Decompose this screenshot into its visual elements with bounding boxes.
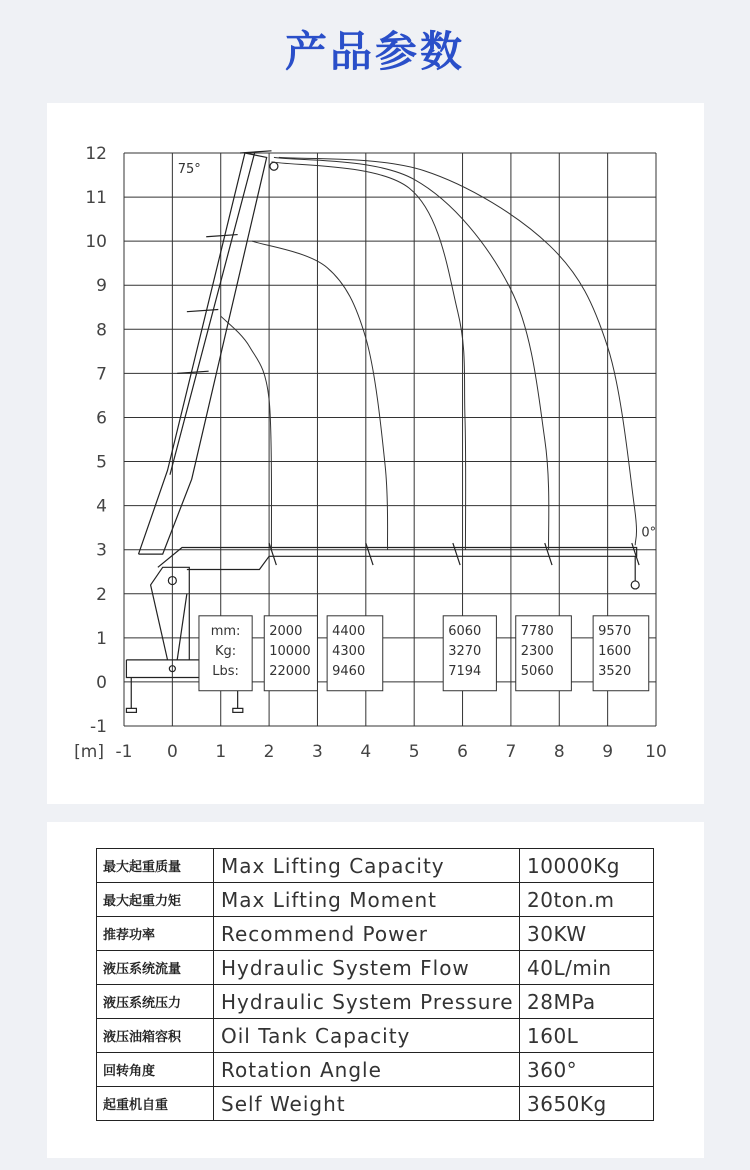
load-table-value: 2300 xyxy=(520,644,554,660)
y-tick-label: 12 xyxy=(85,144,107,164)
load-table-value: 3520 xyxy=(598,663,632,679)
y-tick-label: 9 xyxy=(96,276,107,297)
y-tick-label: 0 xyxy=(96,672,107,693)
load-chart xyxy=(47,103,704,804)
spec-en-label: Rotation Angle xyxy=(214,1053,520,1087)
x-tick-label: 5 xyxy=(408,742,420,762)
load-table-row-label: Lbs: xyxy=(212,663,239,679)
spec-row xyxy=(97,1019,654,1053)
load-curves xyxy=(221,157,637,549)
page-title: 产品参数 xyxy=(284,27,465,76)
spec-en-label: Recommend Power xyxy=(214,917,520,951)
spec-row xyxy=(97,1053,654,1087)
spec-en-label: Self Weight xyxy=(214,1087,520,1121)
load-curve xyxy=(252,241,387,550)
hook xyxy=(631,581,639,589)
spec-en-label: Hydraulic System Flow xyxy=(214,951,520,985)
spec-row xyxy=(97,849,654,883)
x-tick-label: 2 xyxy=(263,742,275,762)
spec-en-label: Hydraulic System Pressure xyxy=(214,985,520,1019)
load-table-row-label: Kg: xyxy=(214,644,237,660)
spec-card xyxy=(47,822,704,1158)
spec-value: 160L xyxy=(520,1019,654,1053)
x-tick-label: 3 xyxy=(312,742,323,762)
spec-en-label: Oil Tank Capacity xyxy=(214,1019,520,1053)
load-curve xyxy=(279,157,637,545)
spec-value: 20ton.m xyxy=(520,883,654,917)
load-table-value: 9460 xyxy=(332,663,366,679)
lift-cylinder xyxy=(177,594,187,660)
x-tick-label: 9 xyxy=(602,742,614,762)
load-table-value: 7194 xyxy=(448,663,482,679)
spec-en-label: Max Lifting Capacity xyxy=(214,849,520,883)
y-tick-label: 8 xyxy=(96,320,107,341)
angle-label-min: 0° xyxy=(641,525,657,541)
load-table-value: 7780 xyxy=(520,624,554,640)
x-tick-label: 7 xyxy=(505,742,517,762)
y-tick-label: 2 xyxy=(96,584,107,605)
x-tick-label: 4 xyxy=(360,742,372,762)
spec-cn-label: 液压油箱容积 xyxy=(97,1019,214,1053)
spec-cn-label: 最大起重质量 xyxy=(97,849,214,883)
x-tick-label: 10 xyxy=(645,742,667,762)
y-tick-label: 4 xyxy=(96,496,107,517)
outrigger-foot xyxy=(126,708,136,712)
y-tick-label: -1 xyxy=(90,717,107,737)
boom-horizontal xyxy=(158,547,637,569)
spec-table xyxy=(96,848,654,1121)
boom-section-joint xyxy=(366,543,373,565)
load-curve xyxy=(272,162,466,550)
x-tick-label: 1 xyxy=(215,742,227,762)
boom-section-joint xyxy=(269,543,276,565)
spec-value: 28MPa xyxy=(520,985,654,1019)
spec-value: 30KW xyxy=(520,917,654,951)
outrigger-foot xyxy=(233,708,243,712)
x-tick-label: 0 xyxy=(166,742,178,762)
x-axis-label: [m] xyxy=(74,742,104,762)
x-tick-label: 6 xyxy=(457,742,468,762)
spec-cn-label: 回转角度 xyxy=(97,1053,214,1087)
y-tick-label: 3 xyxy=(96,540,107,561)
spec-value: 40L/min xyxy=(520,951,654,985)
spec-row xyxy=(97,917,654,951)
x-tick-label: -1 xyxy=(115,742,133,762)
hook xyxy=(270,162,278,170)
y-tick-label: 7 xyxy=(96,364,107,385)
boom-raised-inner xyxy=(170,153,255,475)
spec-value: 10000Kg xyxy=(520,849,654,883)
y-tick-label: 6 xyxy=(96,408,107,429)
y-tick-label: 10 xyxy=(85,232,107,253)
load-table-row-label: mm: xyxy=(210,624,241,640)
spec-row xyxy=(97,951,654,985)
spec-en-label: Max Lifting Moment xyxy=(214,883,520,917)
load-table-value: 22000 xyxy=(269,663,311,679)
load-curve xyxy=(274,157,549,549)
y-tick-label: 11 xyxy=(85,188,107,209)
spec-cn-label: 最大起重力矩 xyxy=(97,883,214,917)
load-table-value: 6060 xyxy=(448,624,482,640)
spec-cn-label: 推荐功率 xyxy=(97,917,214,951)
y-tick-label: 1 xyxy=(96,628,107,649)
boom-section-joint xyxy=(453,543,460,565)
y-tick-label: 5 xyxy=(96,452,107,473)
spec-cn-label: 液压系统压力 xyxy=(97,985,214,1019)
angle-label-max: 75° xyxy=(177,161,201,177)
x-tick-label: 8 xyxy=(553,742,565,762)
boom-raised xyxy=(139,153,267,554)
load-table-value: 10000 xyxy=(269,644,311,660)
spec-row xyxy=(97,985,654,1019)
load-table-value: 2000 xyxy=(269,624,303,640)
load-table-value: 4400 xyxy=(332,624,366,640)
load-table-value: 1600 xyxy=(598,644,632,660)
spec-cn-label: 液压系统流量 xyxy=(97,951,214,985)
load-chart-card xyxy=(47,103,704,804)
load-table-value: 3270 xyxy=(448,644,482,660)
spec-row xyxy=(97,883,654,917)
load-table xyxy=(199,616,649,691)
spec-value: 3650Kg xyxy=(520,1087,654,1121)
spec-row xyxy=(97,1087,654,1121)
spec-value: 360° xyxy=(520,1053,654,1087)
load-curve xyxy=(221,316,272,550)
load-table-value: 4300 xyxy=(332,644,366,660)
spec-cn-label: 起重机自重 xyxy=(97,1087,214,1121)
load-table-value: 5060 xyxy=(520,663,554,679)
load-table-value: 9570 xyxy=(598,624,632,640)
